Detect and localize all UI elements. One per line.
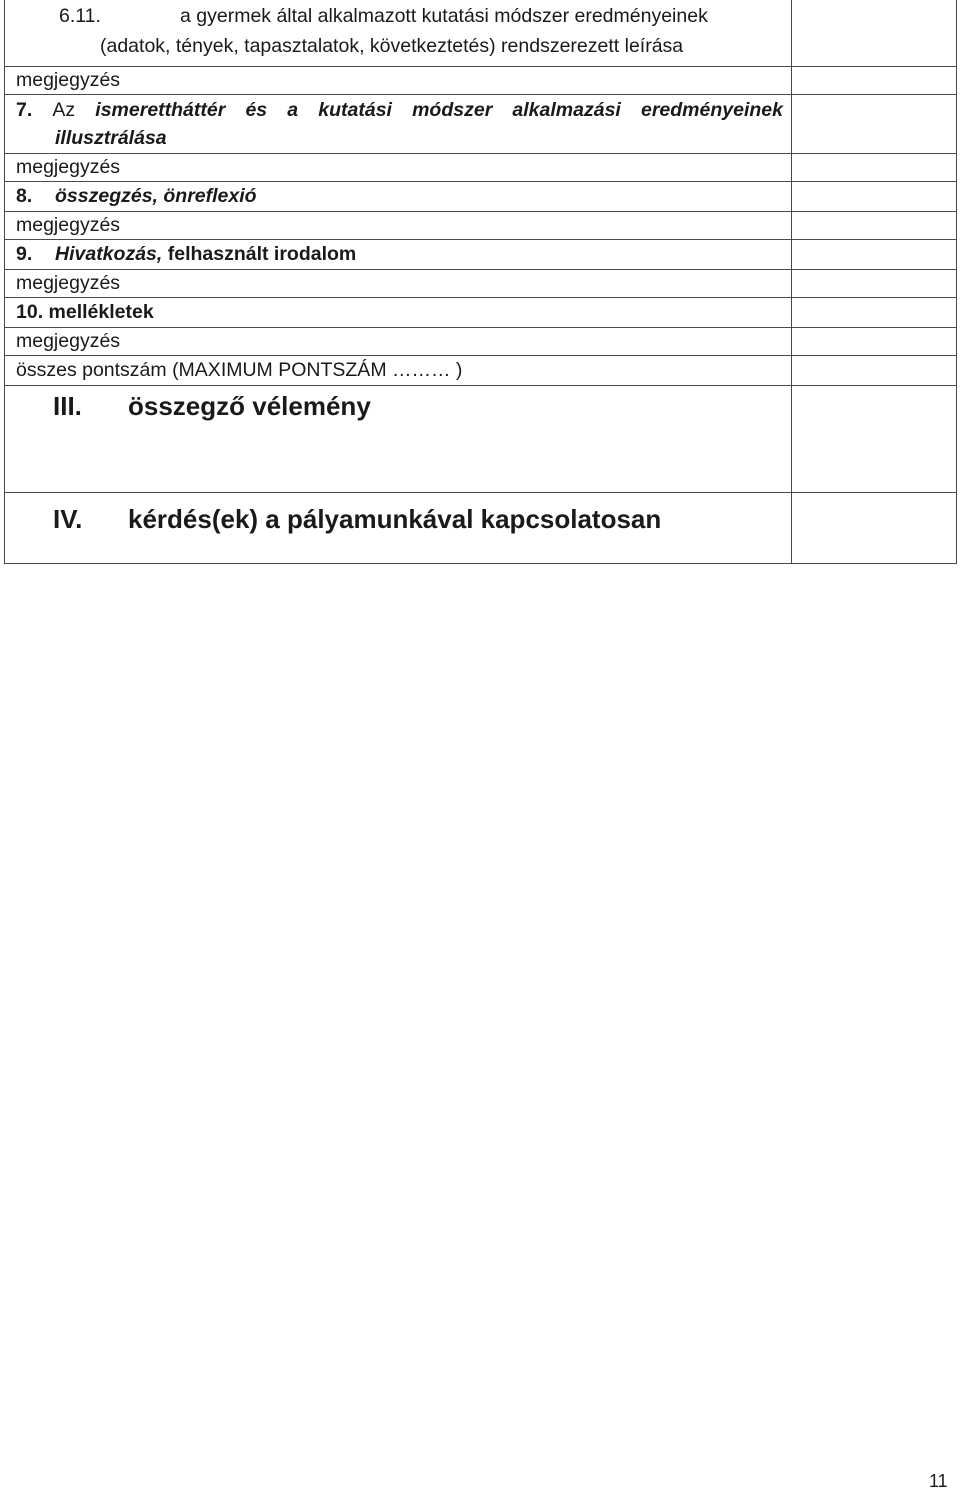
section-iv-numeral: IV. [53,504,83,534]
note-score-cell[interactable] [792,328,957,356]
row-7-word: és [245,99,268,121]
row-7-word: eredményeinek [640,99,783,121]
note-row [5,212,957,240]
row-7-number: 7. [16,99,33,121]
section-iii-numeral: III. [53,391,82,421]
section-iii-title: összegző vélemény [128,391,371,421]
note-row [5,154,957,182]
note-label: megjegyzés [16,330,121,352]
total-score-row [5,356,957,386]
note-label: megjegyzés [16,272,121,294]
row-7-word: módszer [412,99,493,121]
row-7-word: ismerettháttér [95,99,226,121]
score-cell[interactable] [792,0,957,67]
row-7-word: kutatási [318,99,392,121]
section-iv-cell[interactable] [792,493,957,564]
note-label: megjegyzés [16,69,121,91]
note-score-cell[interactable] [792,154,957,182]
row-9-number: 9. [16,243,33,265]
page-number: 11 [929,1471,948,1491]
row-7-word: a [287,99,299,121]
section-iii [5,386,957,493]
row-6-11-number: 6.11. [59,5,101,27]
row-7-line2: illusztrálása [55,127,167,149]
row-7 [5,95,957,154]
row-9-label-italic: Hivatkozás, [55,243,163,265]
evaluation-form-table [4,0,957,564]
row-10 [5,298,957,328]
section-iv [5,493,957,564]
total-score-label: összes pontszám (MAXIMUM PONTSZÁM ……… ) [16,359,463,381]
section-iii-cell[interactable] [792,386,957,493]
row-8-number: 8. [16,185,33,207]
score-cell[interactable] [792,182,957,212]
row-8-label: összegzés, önreflexió [55,185,257,207]
note-label: megjegyzés [16,156,121,178]
score-cell[interactable] [792,240,957,270]
note-label: megjegyzés [16,214,121,236]
row-6-11 [5,0,957,67]
row-8 [5,182,957,212]
note-row [5,328,957,356]
row-9 [5,240,957,270]
score-cell[interactable] [792,95,957,154]
total-score-cell[interactable] [792,356,957,386]
note-row [5,270,957,298]
note-score-cell[interactable] [792,270,957,298]
row-10-number: 10. [16,301,44,323]
row-10-label: mellékletek [48,301,154,323]
score-cell[interactable] [792,298,957,328]
note-row [5,67,957,95]
row-9-label: felhasznált irodalom [162,243,357,265]
row-6-11-line1: a gyermek által alkalmazott kutatási módszer eredményeinek [180,5,708,27]
row-7-word: Az [52,99,76,121]
row-6-11-line2: (adatok, tények, tapasztalatok, következtetés) rendszerezett leírása [100,35,684,57]
note-score-cell[interactable] [792,67,957,95]
section-iv-title: kérdés(ek) a pályamunkával kapcsolatosan [128,504,662,534]
note-score-cell[interactable] [792,212,957,240]
row-7-word: alkalmazási [512,99,621,121]
